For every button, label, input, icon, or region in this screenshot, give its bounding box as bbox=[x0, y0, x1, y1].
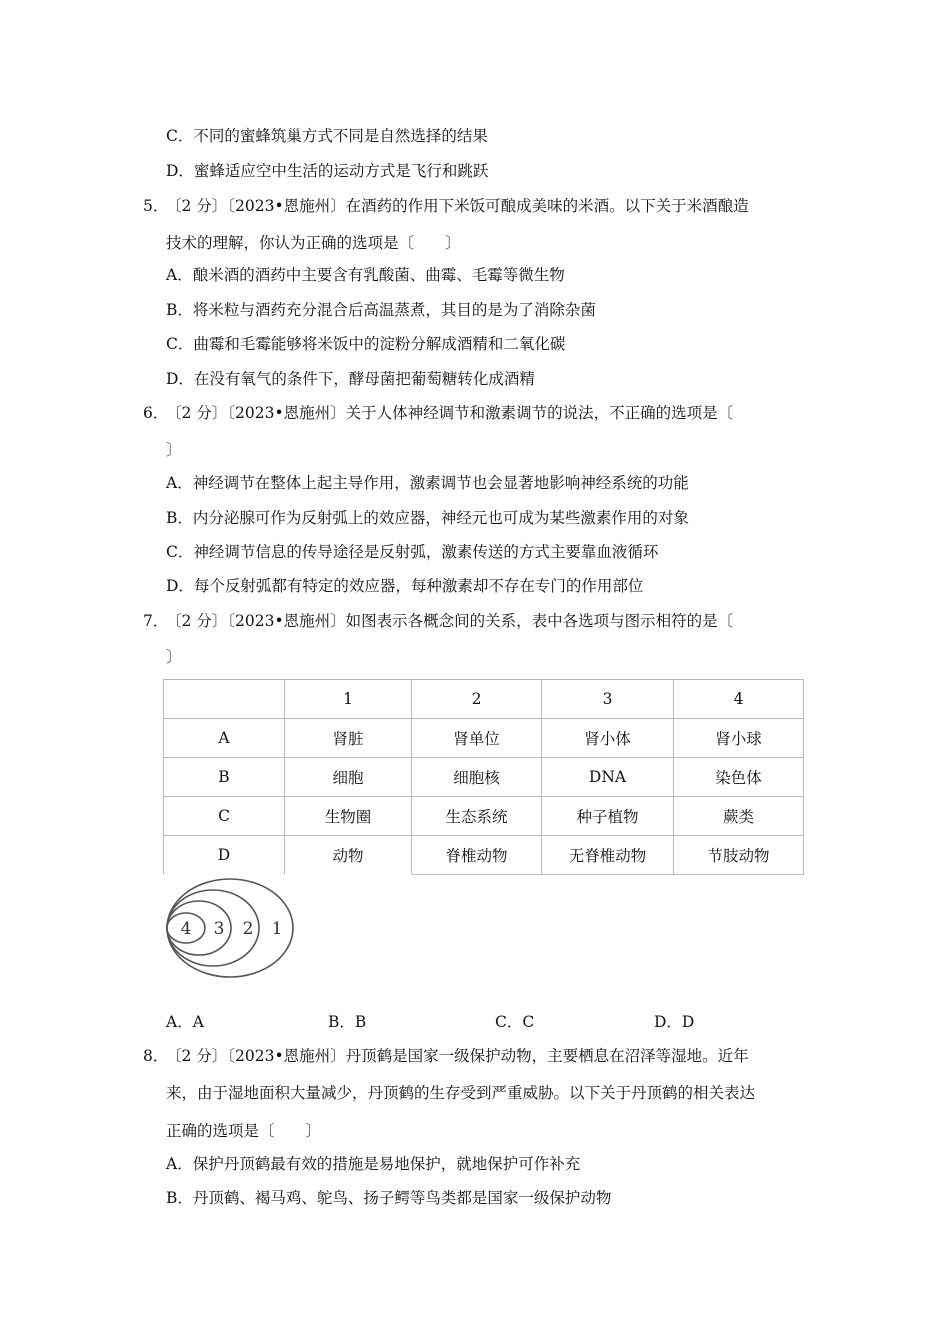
table-cell: 蕨类 bbox=[674, 797, 804, 836]
table-cell: C bbox=[164, 797, 285, 836]
q4-option-d: D．蜜蜂适应空中生活的运动方式是飞行和跳跃 bbox=[166, 162, 489, 180]
table-header-cell: 1 bbox=[285, 680, 412, 719]
q7-number: 7． bbox=[143, 612, 169, 630]
q8-option-b: B．丹顶鹤、褐马鸡、鸵鸟、扬子鳄等鸟类都是国家一级保护动物 bbox=[166, 1189, 612, 1207]
q7-answer-d: D．D bbox=[654, 1013, 695, 1031]
q8-stem-line1: 〔2 分〕〔2023•恩施州〕丹顶鹤是国家一级保护动物，主要栖息在沼泽等湿地。近年 bbox=[166, 1047, 749, 1065]
table-cell: 节肢动物 bbox=[674, 836, 804, 875]
diagram-label-3: 3 bbox=[213, 919, 225, 939]
q8-stem-line3: 正确的选项是〔 〕 bbox=[166, 1122, 322, 1140]
table-cell: 生物圈 bbox=[285, 797, 412, 836]
q7-stem-line1: 〔2 分〕〔2023•恩施州〕如图表示各概念间的关系，表中各选项与图示相符的是〔 bbox=[166, 612, 734, 630]
table-cell: 无脊椎动物 bbox=[542, 836, 674, 875]
q5-number: 5． bbox=[143, 197, 169, 215]
table-header-cell: 3 bbox=[542, 680, 674, 719]
table-header-row bbox=[164, 680, 804, 719]
q5-option-c: C．曲霉和毛霉能够将米饭中的淀粉分解成酒精和二氧化碳 bbox=[166, 335, 566, 353]
table-cell: 肾小体 bbox=[542, 719, 674, 758]
table-row bbox=[164, 797, 804, 836]
table-cell bbox=[164, 680, 285, 719]
q5-option-d: D．在没有氧气的条件下，酵母菌把葡萄糖转化成酒精 bbox=[166, 370, 535, 388]
diagram-label-2: 2 bbox=[242, 919, 254, 939]
table-cell: 种子植物 bbox=[542, 797, 674, 836]
table-cell: 生态系统 bbox=[412, 797, 542, 836]
table-cell: D bbox=[164, 836, 285, 875]
table-row bbox=[164, 836, 804, 875]
q5-stem-line1: 〔2 分〕〔2023•恩施州〕在酒药的作用下米饭可酿成美味的米酒。以下关于米酒酿造 bbox=[166, 197, 749, 215]
table-row bbox=[164, 758, 804, 797]
concept-table bbox=[163, 679, 804, 875]
q7-answer-c: C．C bbox=[495, 1013, 535, 1031]
table-header-cell: 4 bbox=[674, 680, 804, 719]
q7-answer-b: B．B bbox=[328, 1013, 367, 1031]
diagram-label-4: 4 bbox=[180, 919, 192, 939]
table-cell: 肾单位 bbox=[412, 719, 542, 758]
q8-stem-line2: 来，由于湿地面积大量减少，丹顶鹤的生存受到严重威胁。以下关于丹顶鹤的相关表达 bbox=[166, 1084, 756, 1102]
table-cell: 肾小球 bbox=[674, 719, 804, 758]
table-cell: 脊椎动物 bbox=[412, 836, 542, 875]
q6-option-c: C．神经调节信息的传导途径是反射弧，激素传送的方式主要靠血液循环 bbox=[166, 543, 659, 561]
q6-option-b: B．内分泌腺可作为反射弧上的效应器，神经元也可成为某些激素作用的对象 bbox=[166, 509, 689, 527]
table-cell: 肾脏 bbox=[285, 719, 412, 758]
q8-option-a: A．保护丹顶鹤最有效的措施是易地保护，就地保护可作补充 bbox=[166, 1155, 581, 1173]
q8-number: 8． bbox=[143, 1047, 169, 1065]
q5-option-b: B．将米粒与酒药充分混合后高温蒸煮，其目的是为了消除杂菌 bbox=[166, 301, 596, 319]
table-cell: 染色体 bbox=[674, 758, 804, 797]
table-cell: A bbox=[164, 719, 285, 758]
table-cell: 细胞 bbox=[285, 758, 412, 797]
q6-option-d: D．每个反射弧都有特定的效应器，每种激素却不存在专门的作用部位 bbox=[166, 577, 644, 595]
diagram-label-1: 1 bbox=[271, 919, 283, 939]
q5-option-a: A．酿米酒的酒药中主要含有乳酸菌、曲霉、毛霉等微生物 bbox=[166, 266, 565, 284]
q4-option-c: C．不同的蜜蜂筑巢方式不同是自然选择的结果 bbox=[166, 127, 488, 145]
q7-stem-line2: 〕 bbox=[166, 648, 182, 666]
nested-concept-diagram bbox=[164, 876, 296, 980]
q6-option-a: A．神经调节在整体上起主导作用，激素调节也会显著地影响神经系统的功能 bbox=[166, 474, 689, 492]
table-cell: 细胞核 bbox=[412, 758, 542, 797]
q6-stem-line1: 〔2 分〕〔2023•恩施州〕关于人体神经调节和激素调节的说法，不正确的选项是〔 bbox=[166, 404, 734, 422]
table-cell: 动物 bbox=[285, 836, 412, 875]
q6-stem-line2: 〕 bbox=[166, 441, 182, 459]
q6-number: 6． bbox=[143, 404, 169, 422]
table-header-cell: 2 bbox=[412, 680, 542, 719]
table-row bbox=[164, 719, 804, 758]
table-cell: B bbox=[164, 758, 285, 797]
q5-stem-line2: 技术的理解，你认为正确的选项是〔 〕 bbox=[166, 234, 461, 252]
table-cell: DNA bbox=[542, 758, 674, 797]
q7-answer-a: A．A bbox=[166, 1013, 204, 1031]
